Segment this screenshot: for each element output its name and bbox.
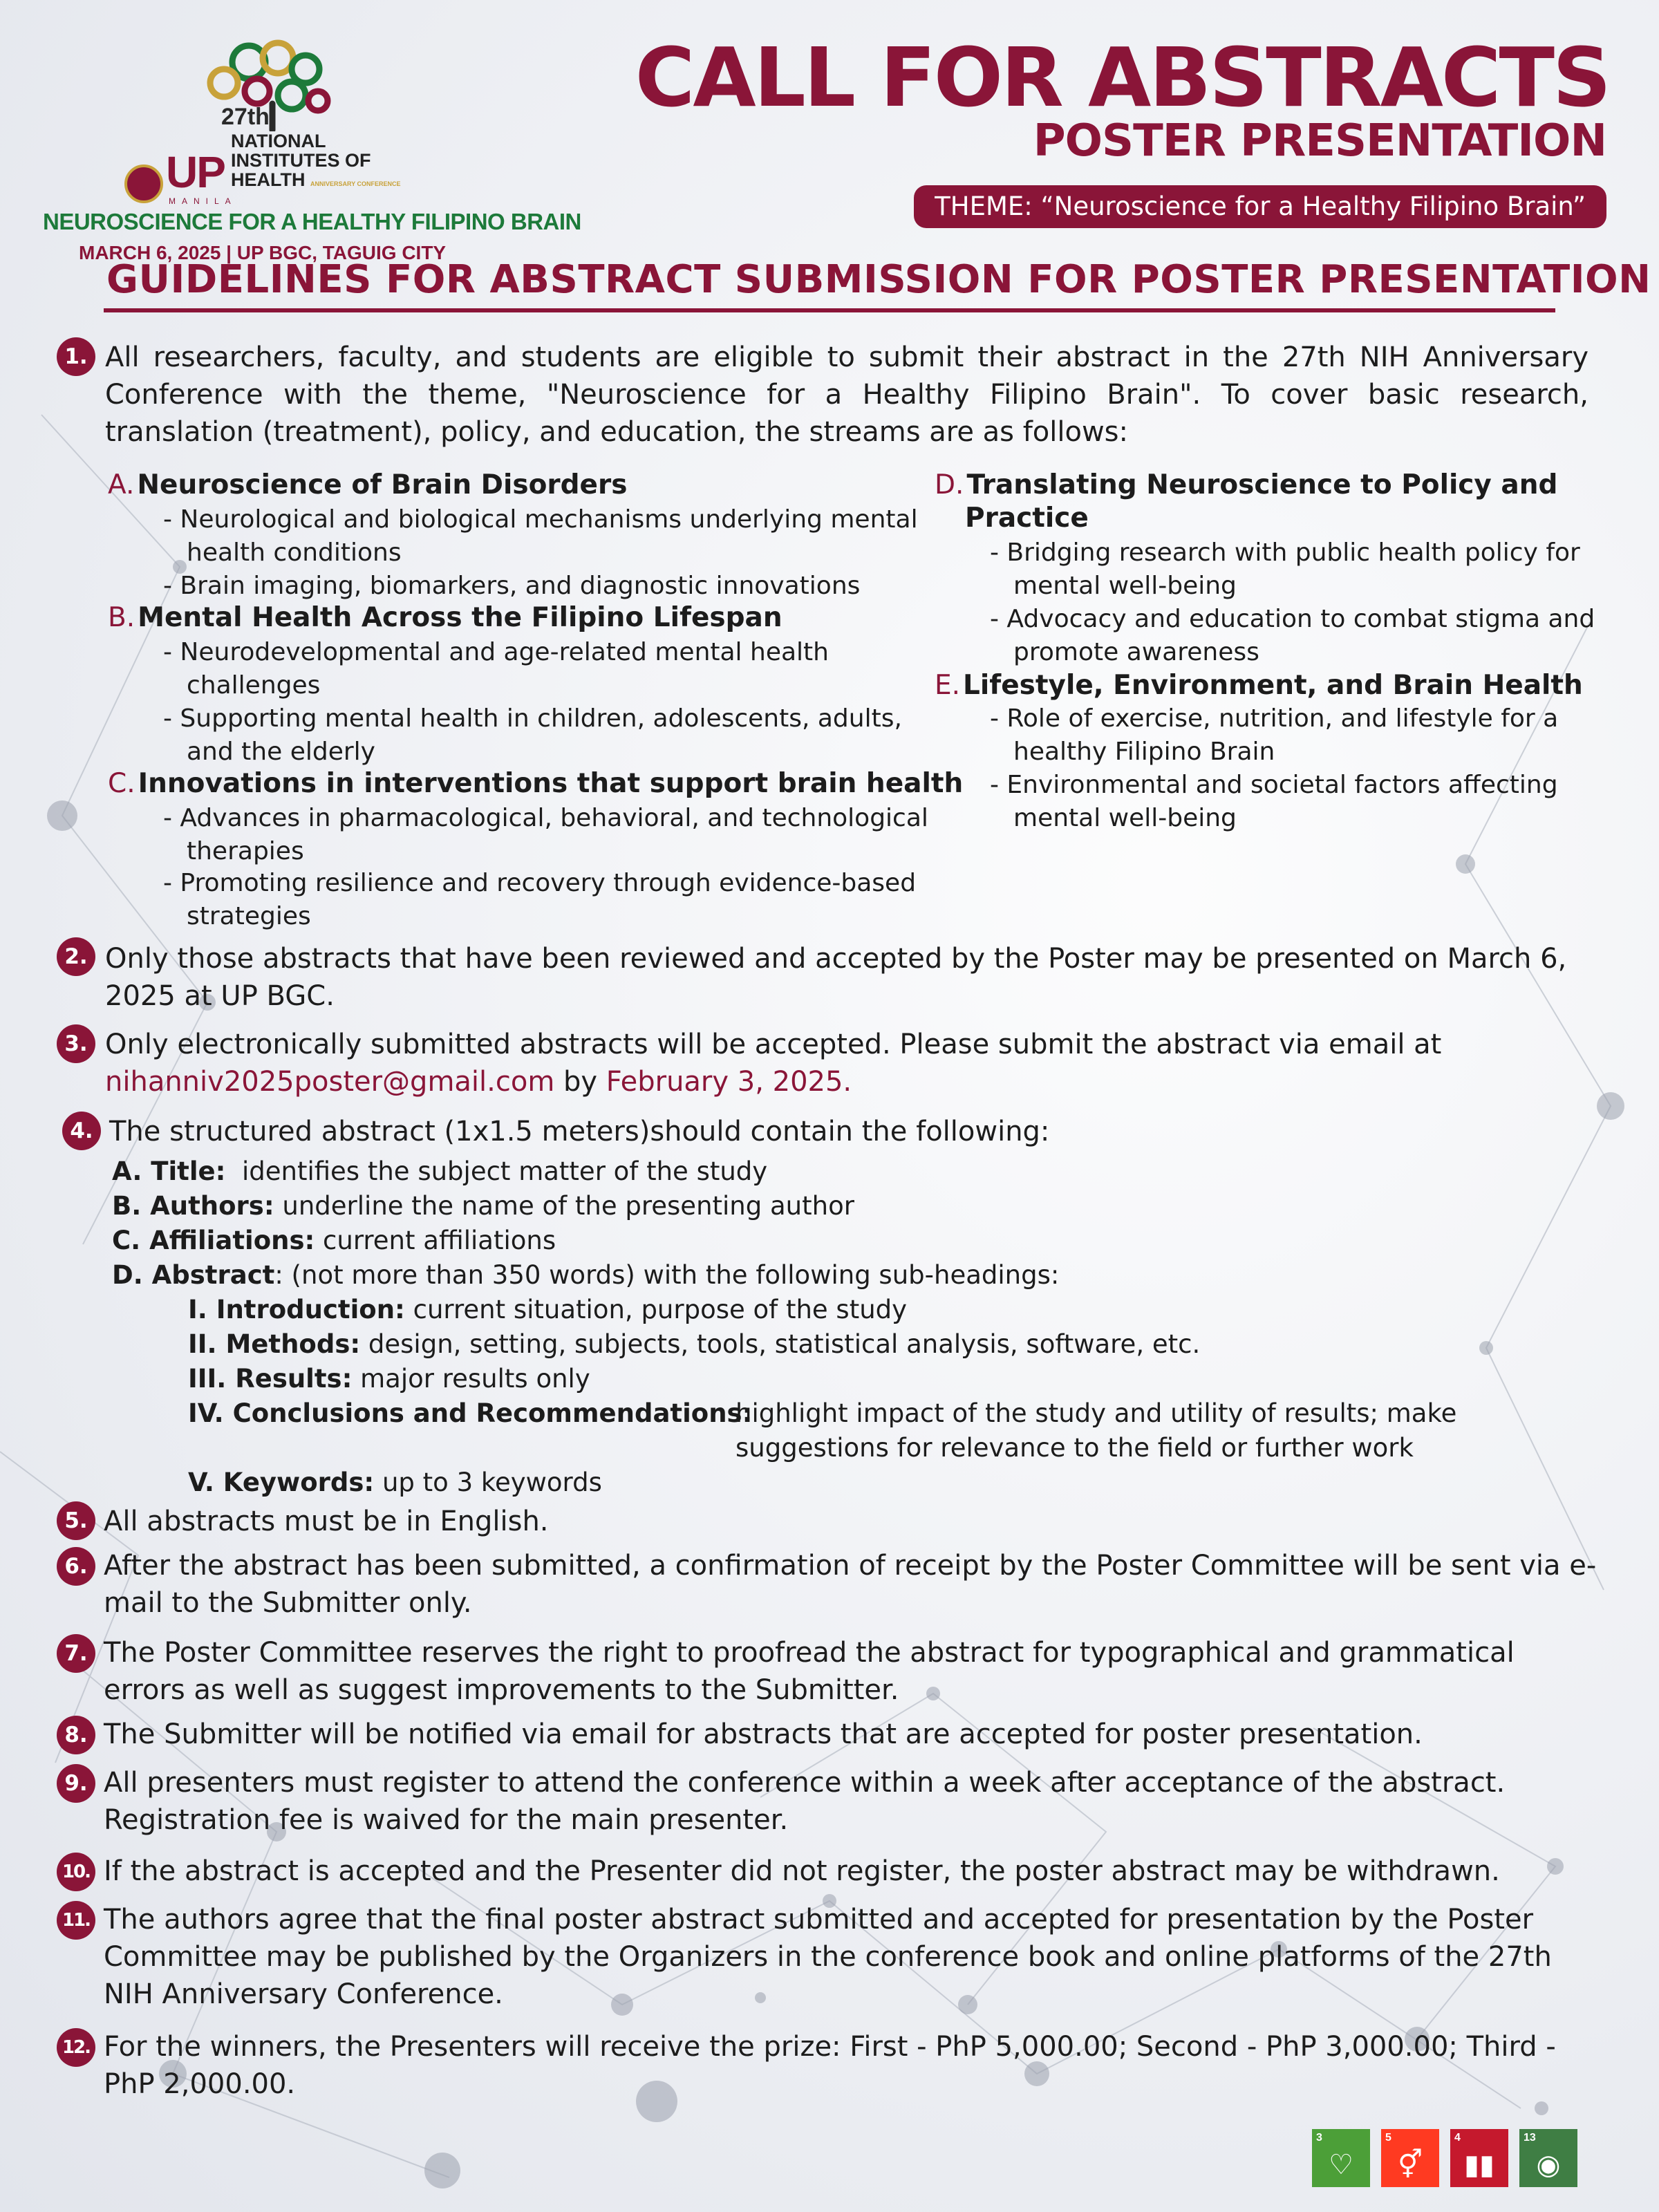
gender-icon: ⚥	[1397, 2150, 1423, 2180]
sdg-5-num: 5	[1385, 2132, 1391, 2144]
stream-e-letter: E.	[935, 670, 961, 701]
stream-a-bullet-1	[163, 503, 918, 570]
item-number-12: 12.	[57, 2028, 95, 2067]
sub-concl-desc2: suggestions for relevance to the field or further work	[735, 1433, 1414, 1463]
sdg-4-quality-education-icon	[1450, 2129, 1508, 2187]
stream-d-bullet-1	[990, 536, 1580, 603]
stream-d-letter: D.	[935, 469, 964, 500]
item-number-7: 7.	[57, 1634, 95, 1673]
stream-e-bullet-1b: healthy Filipino Brain	[1013, 738, 1275, 766]
heartbeat-icon: ♡	[1329, 2150, 1353, 2180]
sub-intro-label: I. Introduction:	[188, 1295, 405, 1324]
stream-e-bullet-2b: mental well-being	[1013, 804, 1237, 832]
item-number-5: 5.	[57, 1501, 95, 1540]
stream-b-bullet-2a: - Supporting mental health in children, adolescents, adults,	[163, 704, 902, 733]
item-text-1: All researchers, faculty, and students are eligible to submit their abstract in the 27th NIH Anniversary Conference with the theme, "Neuroscience for a Healthy Filipino Brain". To cover basic research, translation (treatment), policy, and education, the streams are as follows:	[105, 341, 1588, 448]
sub-concl-desc1: highlight impact of the study and utility of results; make	[735, 1398, 1457, 1428]
stream-d-title	[935, 469, 1557, 535]
stream-e-bullet-1	[990, 702, 1558, 769]
stream-a-title-text: Neuroscience of Brain Disorders	[137, 469, 628, 500]
stream-c-bullet-1	[163, 802, 928, 868]
stream-d-bullet-2	[990, 603, 1595, 669]
subheading-conclusions-desc	[735, 1396, 1496, 1465]
sub-intro-desc: current situation, purpose of the study	[404, 1295, 908, 1324]
stream-d-title-line2: Practice	[965, 503, 1089, 534]
stream-e-bullet-1a: - Role of exercise, nutrition, and lifestyle for a	[990, 704, 1559, 733]
part-abstract-label: D. Abstract	[112, 1260, 275, 1290]
item-text-12: For the winners, the Presenters will receive the prize: First - PhP 5,000.00; Second - PhP 3,000.00; Third - PhP 2,000.00.	[104, 2031, 1556, 2100]
item-text-3	[105, 1026, 1598, 1100]
item-text-10: If the abstract is accepted and the Presenter did not register, the poster abstract may be withdrawn.	[104, 1855, 1500, 1887]
subheading-introduction	[188, 1293, 907, 1327]
sub-keywords-desc: up to 3 keywords	[374, 1468, 602, 1497]
abstract-part-affiliations	[112, 1224, 556, 1258]
stream-d-bullet-1b: mental well-being	[1013, 572, 1237, 600]
submission-deadline: February 3, 2025.	[606, 1066, 852, 1098]
stream-e-bullet-2	[990, 769, 1558, 835]
logo-nih	[231, 131, 401, 194]
sub-concl-label: IV. Conclusions and Recommendations:	[188, 1398, 753, 1428]
sdg-3-good-health-icon	[1312, 2129, 1370, 2187]
item-number-2: 2.	[57, 937, 95, 976]
item-text-6: After the abstract has been submitted, a confirmation of receipt by the Poster Committee will be sent via e-mail to the Submitter only.	[104, 1550, 1597, 1619]
item-text-11: The authors agree that the final poster abstract submitted and accepted for presentation by the Poster Committee may be published by the Organizers in the conference book and online platforms of the 27th NIH Anniversary Conference.	[104, 1904, 1552, 2010]
subheading-results	[188, 1362, 590, 1396]
stream-a-bullet-2a: - Brain imaging, biomarkers, and diagnostic innovations	[163, 572, 861, 600]
logo-date-venue: MARCH 6, 2025 | UP BGC, TAGUIG CITY	[79, 242, 447, 263]
item-number-4: 4.	[62, 1112, 101, 1150]
item-text-8: The Submitter will be notified via email for abstracts that are accepted for poster presentation.	[104, 1718, 1423, 1750]
item-text-4: The structured abstract (1x1.5 meters)should contain the following:	[109, 1116, 1050, 1147]
item-number-11: 11.	[57, 1901, 95, 1940]
heading-divider	[104, 308, 1555, 312]
item-text-5: All abstracts must be in English.	[104, 1506, 549, 1537]
up-seal-icon	[124, 165, 163, 203]
item-number-3: 3.	[57, 1024, 95, 1063]
sub-methods-label: II. Methods:	[188, 1329, 361, 1359]
stream-c-bullet-2	[163, 867, 916, 933]
part-authors-desc: underline the name of the presenting author	[274, 1191, 854, 1221]
item-number-10: 10.	[57, 1853, 95, 1891]
stream-e-title	[935, 669, 1583, 702]
part-affil-label: C. Affiliations:	[112, 1226, 315, 1255]
part-authors-label: B. Authors:	[112, 1191, 274, 1221]
part-title-label: A. Title:	[112, 1156, 226, 1186]
item-text-2: Only those abstracts that have been reviewed and accepted by the Poster may be presented on March 6, 2025 at UP BGC.	[105, 943, 1567, 1012]
stream-d-bullet-2b: promote awareness	[1013, 638, 1259, 666]
stream-a-bullet-1a: - Neurological and biological mechanisms underlying mental	[163, 505, 918, 534]
stream-b-bullet-1b: challenges	[187, 671, 321, 700]
logo-up: UP	[166, 147, 225, 197]
stream-c-bullet-1b: therapies	[187, 837, 304, 865]
sdg-3-num: 3	[1316, 2132, 1322, 2144]
page-subtitle: POSTER PRESENTATION	[1033, 115, 1606, 167]
stream-b-title-text: Mental Health Across the Filipino Lifespan	[138, 602, 782, 633]
sub-methods-desc: design, setting, subjects, tools, statistical analysis, software, etc.	[360, 1329, 1201, 1359]
stream-a-bullet-1b: health conditions	[187, 538, 402, 567]
logo-nih-line3: HEALTH	[231, 169, 306, 190]
item-text-3-main: Only electronically submitted abstracts will be accepted. Please submit the abstract via email at	[105, 1029, 1442, 1060]
stream-e-bullet-2a: - Environmental and societal factors affecting	[990, 771, 1558, 799]
logo-edition: 27th	[221, 104, 270, 130]
page-title: CALL FOR ABSTRACTS	[635, 30, 1609, 125]
stream-d-bullet-2a: - Advocacy and education to combat stigma and	[990, 605, 1595, 633]
stream-c-letter: C.	[108, 768, 135, 799]
sub-keywords-label: V. Keywords:	[188, 1468, 375, 1497]
part-abstract-desc: : (not more than 350 words) with the following sub-headings:	[274, 1260, 1060, 1290]
logo-nih-line2: INSTITUTES OF	[231, 150, 371, 171]
item-number-8: 8.	[57, 1716, 95, 1754]
abstract-part-authors	[112, 1189, 854, 1224]
part-title-desc: identifies the subject matter of the study	[225, 1156, 768, 1186]
sub-results-label: III. Results:	[188, 1364, 353, 1394]
sub-results-desc: major results only	[352, 1364, 590, 1394]
eye-globe-icon: ◉	[1536, 2150, 1561, 2180]
stream-e-title-text: Lifestyle, Environment, and Brain Health	[963, 670, 1583, 701]
sdg-4-num: 4	[1454, 2132, 1461, 2144]
stream-c-title-text: Innovations in interventions that support brain health	[138, 768, 964, 799]
theme-badge: THEME: “Neuroscience for a Healthy Filipino Brain”	[914, 185, 1606, 228]
item-number-1: 1.	[57, 337, 95, 376]
sdg-13-climate-action-icon	[1519, 2129, 1577, 2187]
subheading-methods	[188, 1327, 1200, 1362]
stream-d-title-line1: Translating Neuroscience to Policy and	[966, 469, 1558, 500]
stream-c-bullet-1a: - Advances in pharmacological, behavioral, and technological	[163, 804, 928, 832]
sdg-13-num: 13	[1524, 2132, 1536, 2144]
logo-tagline: NEUROSCIENCE FOR A HEALTHY FILIPINO BRAIN	[43, 209, 581, 234]
stream-d-bullet-1a: - Bridging research with public health policy for	[990, 538, 1580, 567]
submission-email-link[interactable]: nihanniv2025poster@gmail.com	[105, 1066, 555, 1098]
logo-anniv: ANNIVERSARY CONFERENCE	[310, 180, 401, 187]
stream-b-bullet-2	[163, 702, 902, 769]
item-text-7: The Poster Committee reserves the right to proofread the abstract for typographical and grammatical errors as well as suggest improvements to the Submitter.	[104, 1637, 1515, 1706]
subheading-conclusions	[188, 1396, 752, 1431]
logo-manila: MANILA	[169, 196, 237, 206]
part-affil-desc: current affiliations	[315, 1226, 556, 1255]
subheading-keywords	[188, 1465, 602, 1500]
book-icon: ▮▮	[1463, 2150, 1495, 2180]
stream-b-bullet-2b: and the elderly	[187, 738, 375, 766]
stream-c-bullet-2a: - Promoting resilience and recovery through evidence-based	[163, 869, 917, 897]
stream-a-bullet-2	[163, 570, 860, 603]
stream-b-bullet-1	[163, 636, 829, 702]
stream-b-title	[108, 601, 782, 635]
abstract-part-abstract	[112, 1258, 1059, 1293]
item-text-3-by: by	[563, 1066, 598, 1098]
stream-c-title	[108, 767, 963, 800]
logo-nih-line3-row	[231, 170, 401, 194]
logo-nih-line1: NATIONAL	[231, 131, 326, 151]
stream-b-letter: B.	[108, 602, 135, 633]
stream-c-bullet-2b: strategies	[187, 902, 311, 930]
sdg-5-gender-equality-icon	[1381, 2129, 1439, 2187]
guidelines-heading: GUIDELINES FOR ABSTRACT SUBMISSION FOR POSTER PRESENTATION	[106, 257, 1651, 302]
stream-b-bullet-1a: - Neurodevelopmental and age-related mental health	[163, 638, 829, 666]
conference-logo	[43, 35, 581, 263]
item-number-6: 6.	[57, 1547, 95, 1586]
abstract-part-title	[112, 1154, 767, 1189]
item-text-9: All presenters must register to attend the conference within a week after acceptance of the abstract. Registration fee is waived for the main presenter.	[104, 1767, 1506, 1836]
stream-a-letter: A.	[108, 469, 135, 500]
item-number-9: 9.	[57, 1764, 95, 1803]
stream-a-title	[108, 469, 627, 502]
